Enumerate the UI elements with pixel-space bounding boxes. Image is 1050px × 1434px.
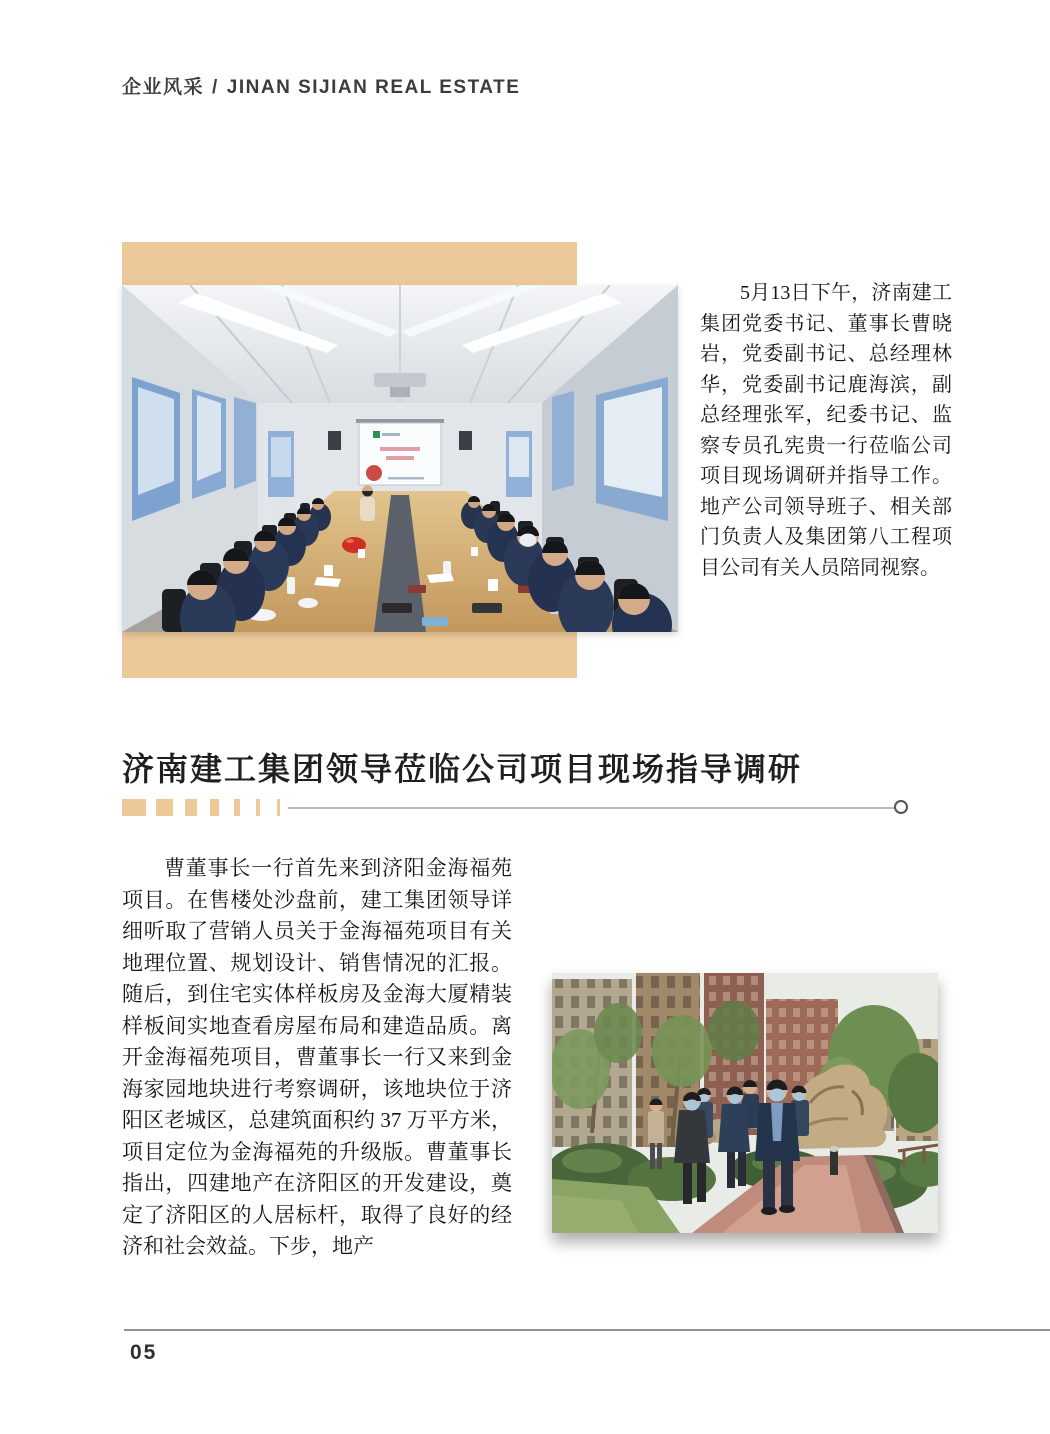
section-title-en: JINAN SIJIAN REAL ESTATE xyxy=(226,77,521,98)
divider-line xyxy=(288,807,895,809)
site-visit-illustration xyxy=(552,973,938,1233)
divider-square xyxy=(156,799,173,816)
header-separator: / xyxy=(212,77,219,98)
page-header xyxy=(122,72,520,99)
headline-divider xyxy=(122,799,922,817)
article-headline: 济南建工集团领导莅临公司项目现场指导调研 xyxy=(122,751,803,787)
divider-square xyxy=(234,799,240,816)
body-paragraph: 曹董事长一行首先来到济阳金海福苑项目。在售楼处沙盘前，建工集团领导详细听取了营销人员关于金海福苑项目有关地理位置、规划设计、销售情况的汇报。随后，到住宅实体样板房及金海大厦精装样板间实地查看房屋布局和建造品质。离开金海福苑项目，曹董事长一行又来到金海家园地块进行考察调研，该地块位于济阳区老城区，总建筑面积约 37 万平方米，项目定位为金海福苑的升级版。曹董事长指出，四建地产在济阳区的开发建设，奠定了济阳区的人居标杆，取得了良好的经济和社会效益。下步，地产 xyxy=(122,856,512,1258)
divider-square xyxy=(122,799,146,816)
divider-square xyxy=(210,799,219,816)
site-visit-photo xyxy=(552,973,938,1233)
intro-paragraph: 5月13日下午，济南建工集团党委书记、董事长曹晓岩，党委副书记、总经理林华，党委副书记鹿海滨，副总经理张军，纪委书记、监察专员孔宪贵一行莅临公司项目现场调研并指导工作。地产公司领导班子、相关部门负责人及集团第八工程项目公司有关人员陪同视察。 xyxy=(700,282,952,579)
divider-square xyxy=(256,799,260,816)
meeting-photo-illustration xyxy=(122,285,678,632)
divider-square xyxy=(185,799,197,816)
divider-square xyxy=(277,799,280,816)
page-number: 05 xyxy=(130,1341,158,1364)
footer-rule xyxy=(124,1329,1050,1331)
divider-end-circle xyxy=(894,800,908,814)
meeting-photo xyxy=(122,285,678,632)
section-title-zh: 企业风采 xyxy=(122,77,205,98)
